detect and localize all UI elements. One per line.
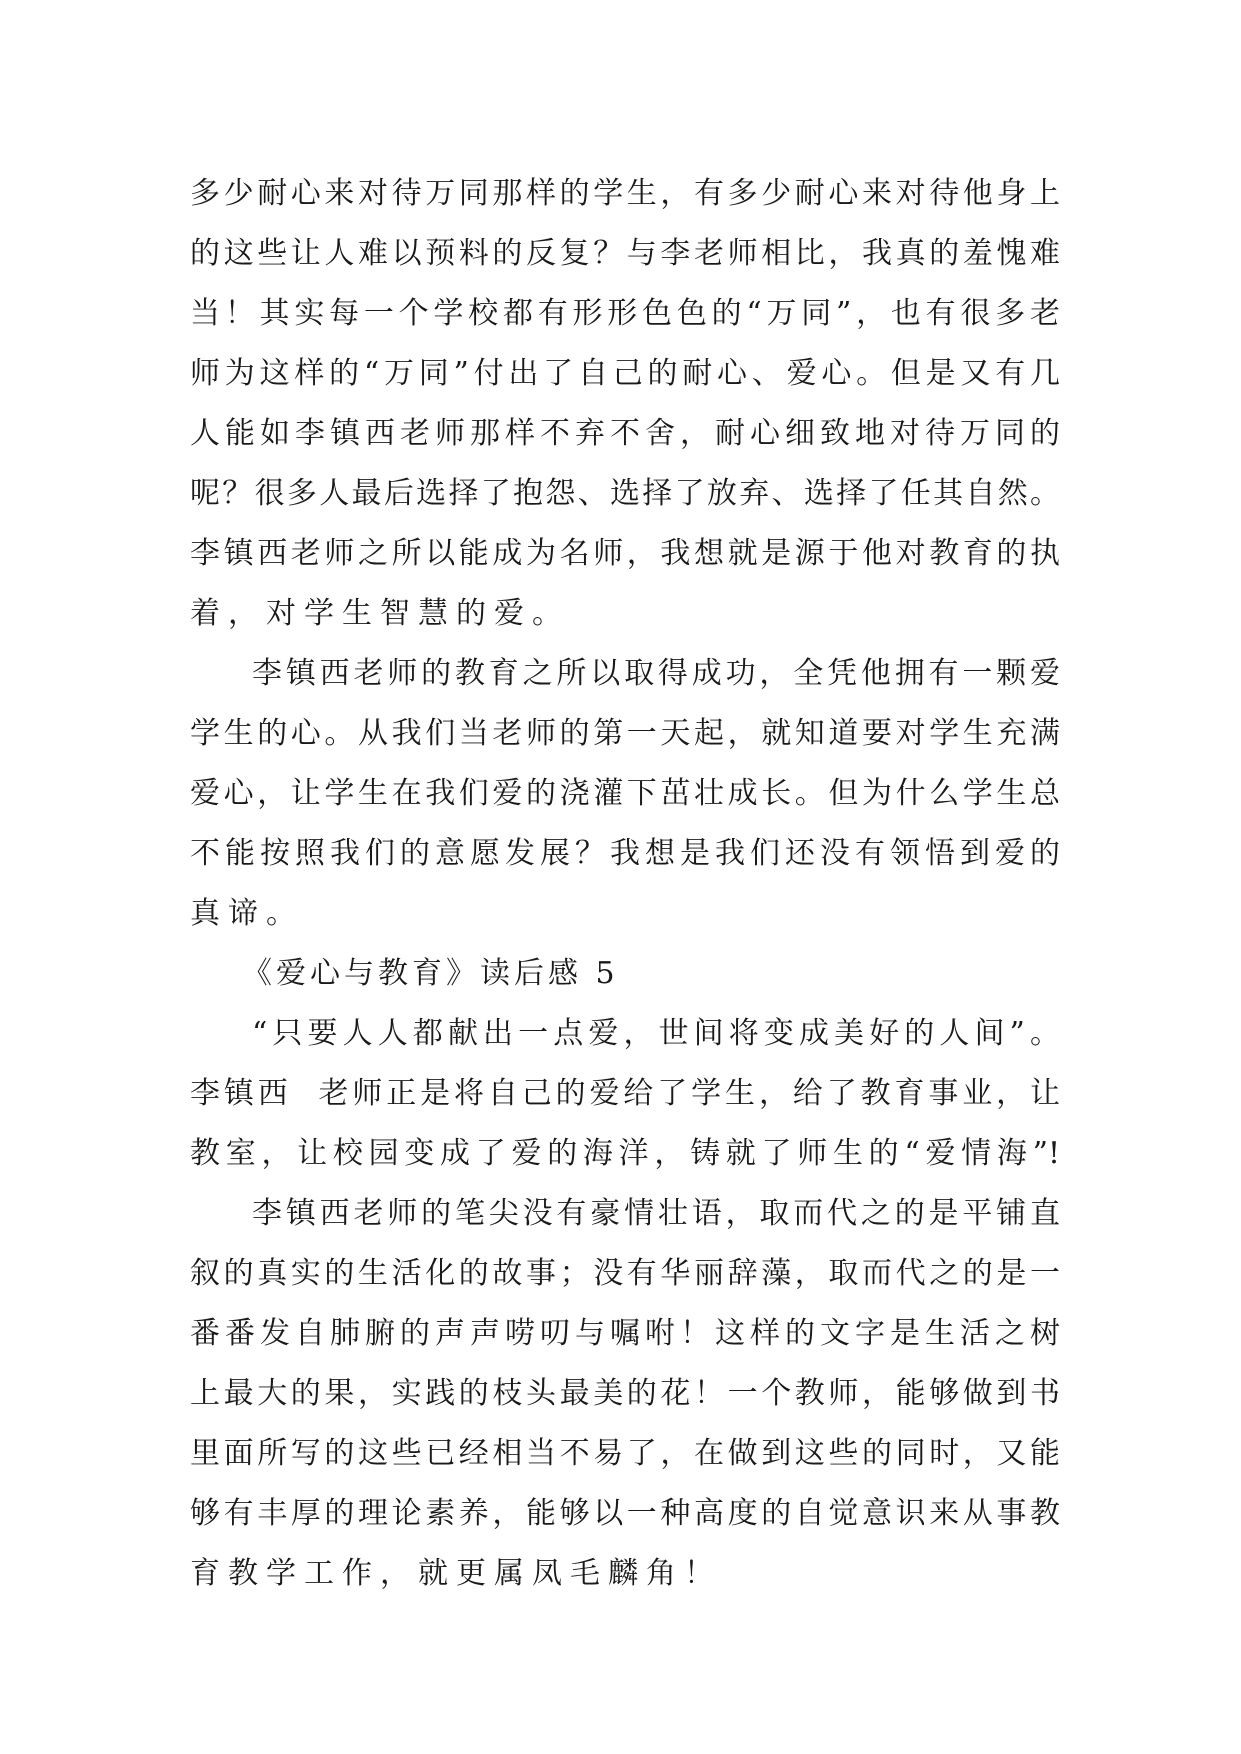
paragraph-line: 师为这样的“万同”付出了自己的耐心、爱心。但是又有几 [190,356,1060,391]
paragraph-line: 教室，让校园变成了爱的海洋，铸就了师生的“爱情海”! [190,1136,1060,1171]
paragraph-line: 不能按照我们的意愿发展？我想是我们还没有领悟到爱的 [190,836,1060,871]
paragraph-line: 的这些让人难以预料的反复？与李老师相比，我真的羞愧难 [190,236,1060,271]
paragraph-line: 李镇西老师的教育之所以取得成功，全凭他拥有一颗爱 [252,656,1060,691]
paragraph-line: 够有丰厚的理论素养，能够以一种高度的自觉意识来从事教 [190,1496,1060,1531]
paragraph-line: 上最大的果，实践的枝头最美的花！一个教师，能够做到书 [190,1376,1060,1411]
paragraph-line: 里面所写的这些已经相当不易了，在做到这些的同时，又能 [190,1436,1060,1471]
paragraph-line: 叙的真实的生活化的故事；没有华丽辞藻，取而代之的是一 [190,1256,1060,1291]
paragraph-line: 呢？很多人最后选择了抱怨、选择了放弃、选择了任其自然。 [190,476,1060,511]
paragraph-line: 学生的心。从我们当老师的第一天起，就知道要对学生充满 [190,716,1060,751]
paragraph-line: 李镇西老师之所以能成为名师，我想就是源于他对教育的执 [190,536,1060,571]
paragraph-line: 人能如李镇西老师那样不弃不舍，耐心细致地对待万同的 [190,416,1060,451]
paragraph-line: 爱心，让学生在我们爱的浇灌下茁壮成长。但为什么学生总 [190,776,1060,811]
paragraph-4 [190,1184,1060,1604]
section-heading: 《爱心与教育》读后感 5 [242,956,619,991]
paragraph-3 [190,1004,1060,1184]
paragraph-line: 着，对学生智慧的爱。 [190,596,570,631]
paragraph-line: 多少耐心来对待万同那样的学生，有多少耐心来对待他身上 [190,176,1060,211]
paragraph-line: 真谛。 [190,896,304,931]
paragraph-line: “只要人人都献出一点爱，世间将变成美好的人间”。 [252,1016,1060,1051]
paragraph-line: 李镇西 老师正是将自己的爱给了学生，给了教育事业，让 [190,1076,1060,1111]
paragraph-1 [190,164,1060,644]
paragraph-line: 李镇西老师的笔尖没有豪情壮语，取而代之的是平铺直 [252,1196,1060,1231]
paragraph-2 [190,644,1060,944]
paragraph-line: 当！其实每一个学校都有形形色色的“万同”，也有很多老 [190,296,1060,331]
paragraph-line: 番番发自肺腑的声声唠叨与嘱咐！这样的文字是生活之树 [190,1316,1060,1351]
document-body [190,164,1060,1604]
paragraph-line: 育教学工作，就更属凤毛麟角！ [190,1556,722,1591]
